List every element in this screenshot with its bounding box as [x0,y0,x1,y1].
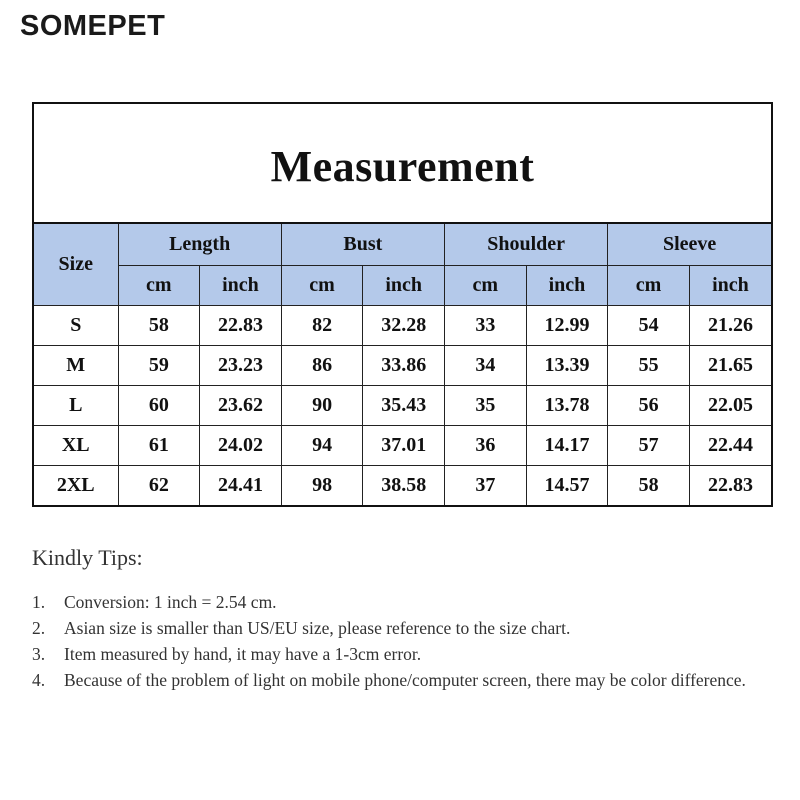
sleeve-header: Sleeve [608,224,771,265]
table-row [34,345,771,385]
table-cell: 56 [608,385,690,425]
table-cell: 23.62 [200,385,282,425]
tip-number: 2. [32,618,46,638]
table-cell: 32.28 [363,305,445,345]
tip-number: 3. [32,644,46,664]
table-cell: 62 [118,465,200,505]
table-cell: 21.26 [689,305,771,345]
table-cell: 35.43 [363,385,445,425]
size-cell: S [34,305,118,345]
table-unit-row [34,265,771,305]
tip-text: Conversion: 1 inch = 2.54 cm. [64,592,277,612]
size-cell: XL [34,425,118,465]
table-cell: 22.05 [689,385,771,425]
table-cell: 37 [445,465,527,505]
list-item [32,589,792,615]
table-cell: 38.58 [363,465,445,505]
table-cell: 37.01 [363,425,445,465]
table-cell: 22.83 [200,305,282,345]
unit-header: cm [281,265,363,305]
tips-list [32,589,792,693]
unit-header: inch [689,265,771,305]
table-cell: 82 [281,305,363,345]
table-row [34,305,771,345]
table-cell: 24.02 [200,425,282,465]
table-header-row [34,224,771,265]
table-cell: 13.39 [526,345,608,385]
shoulder-header: Shoulder [445,224,608,265]
table-cell: 34 [445,345,527,385]
unit-header: inch [200,265,282,305]
size-table [34,224,771,505]
table-cell: 22.44 [689,425,771,465]
table-cell: 90 [281,385,363,425]
list-item [32,641,792,667]
table-cell: 58 [608,465,690,505]
table-cell: 14.17 [526,425,608,465]
kindly-tips [32,545,792,693]
unit-header: cm [118,265,200,305]
table-cell: 86 [281,345,363,385]
table-cell: 61 [118,425,200,465]
table-cell: 36 [445,425,527,465]
size-column-header: Size [34,224,118,305]
list-item [32,615,792,641]
table-cell: 94 [281,425,363,465]
table-cell: 13.78 [526,385,608,425]
table-cell: 33 [445,305,527,345]
table-cell: 60 [118,385,200,425]
tips-title: Kindly Tips: [32,545,143,570]
unit-header: inch [526,265,608,305]
tip-text: Because of the problem of light on mobile phone/computer screen, there may be color difference. [64,670,746,690]
table-row [34,385,771,425]
table-row [34,465,771,505]
unit-header: cm [445,265,527,305]
chart-title: Measurement [34,104,771,224]
brand-logo-text: SOMEPET [20,10,166,42]
table-cell: 14.57 [526,465,608,505]
table-cell: 23.23 [200,345,282,385]
unit-header: cm [608,265,690,305]
table-cell: 21.65 [689,345,771,385]
tip-text: Item measured by hand, it may have a 1-3cm error. [64,644,422,664]
table-cell: 22.83 [689,465,771,505]
table-cell: 35 [445,385,527,425]
table-row [34,425,771,465]
table-cell: 33.86 [363,345,445,385]
tip-number: 1. [32,592,46,612]
size-chart [32,102,773,507]
table-cell: 57 [608,425,690,465]
size-cell: M [34,345,118,385]
table-cell: 58 [118,305,200,345]
tip-text: Asian size is smaller than US/EU size, please reference to the size chart. [64,618,571,638]
table-cell: 59 [118,345,200,385]
table-cell: 24.41 [200,465,282,505]
size-cell: L [34,385,118,425]
table-cell: 54 [608,305,690,345]
length-header: Length [118,224,281,265]
tip-number: 4. [32,670,46,690]
table-cell: 98 [281,465,363,505]
bust-header: Bust [281,224,444,265]
unit-header: inch [363,265,445,305]
table-cell: 55 [608,345,690,385]
size-cell: 2XL [34,465,118,505]
list-item [32,667,792,693]
table-cell: 12.99 [526,305,608,345]
